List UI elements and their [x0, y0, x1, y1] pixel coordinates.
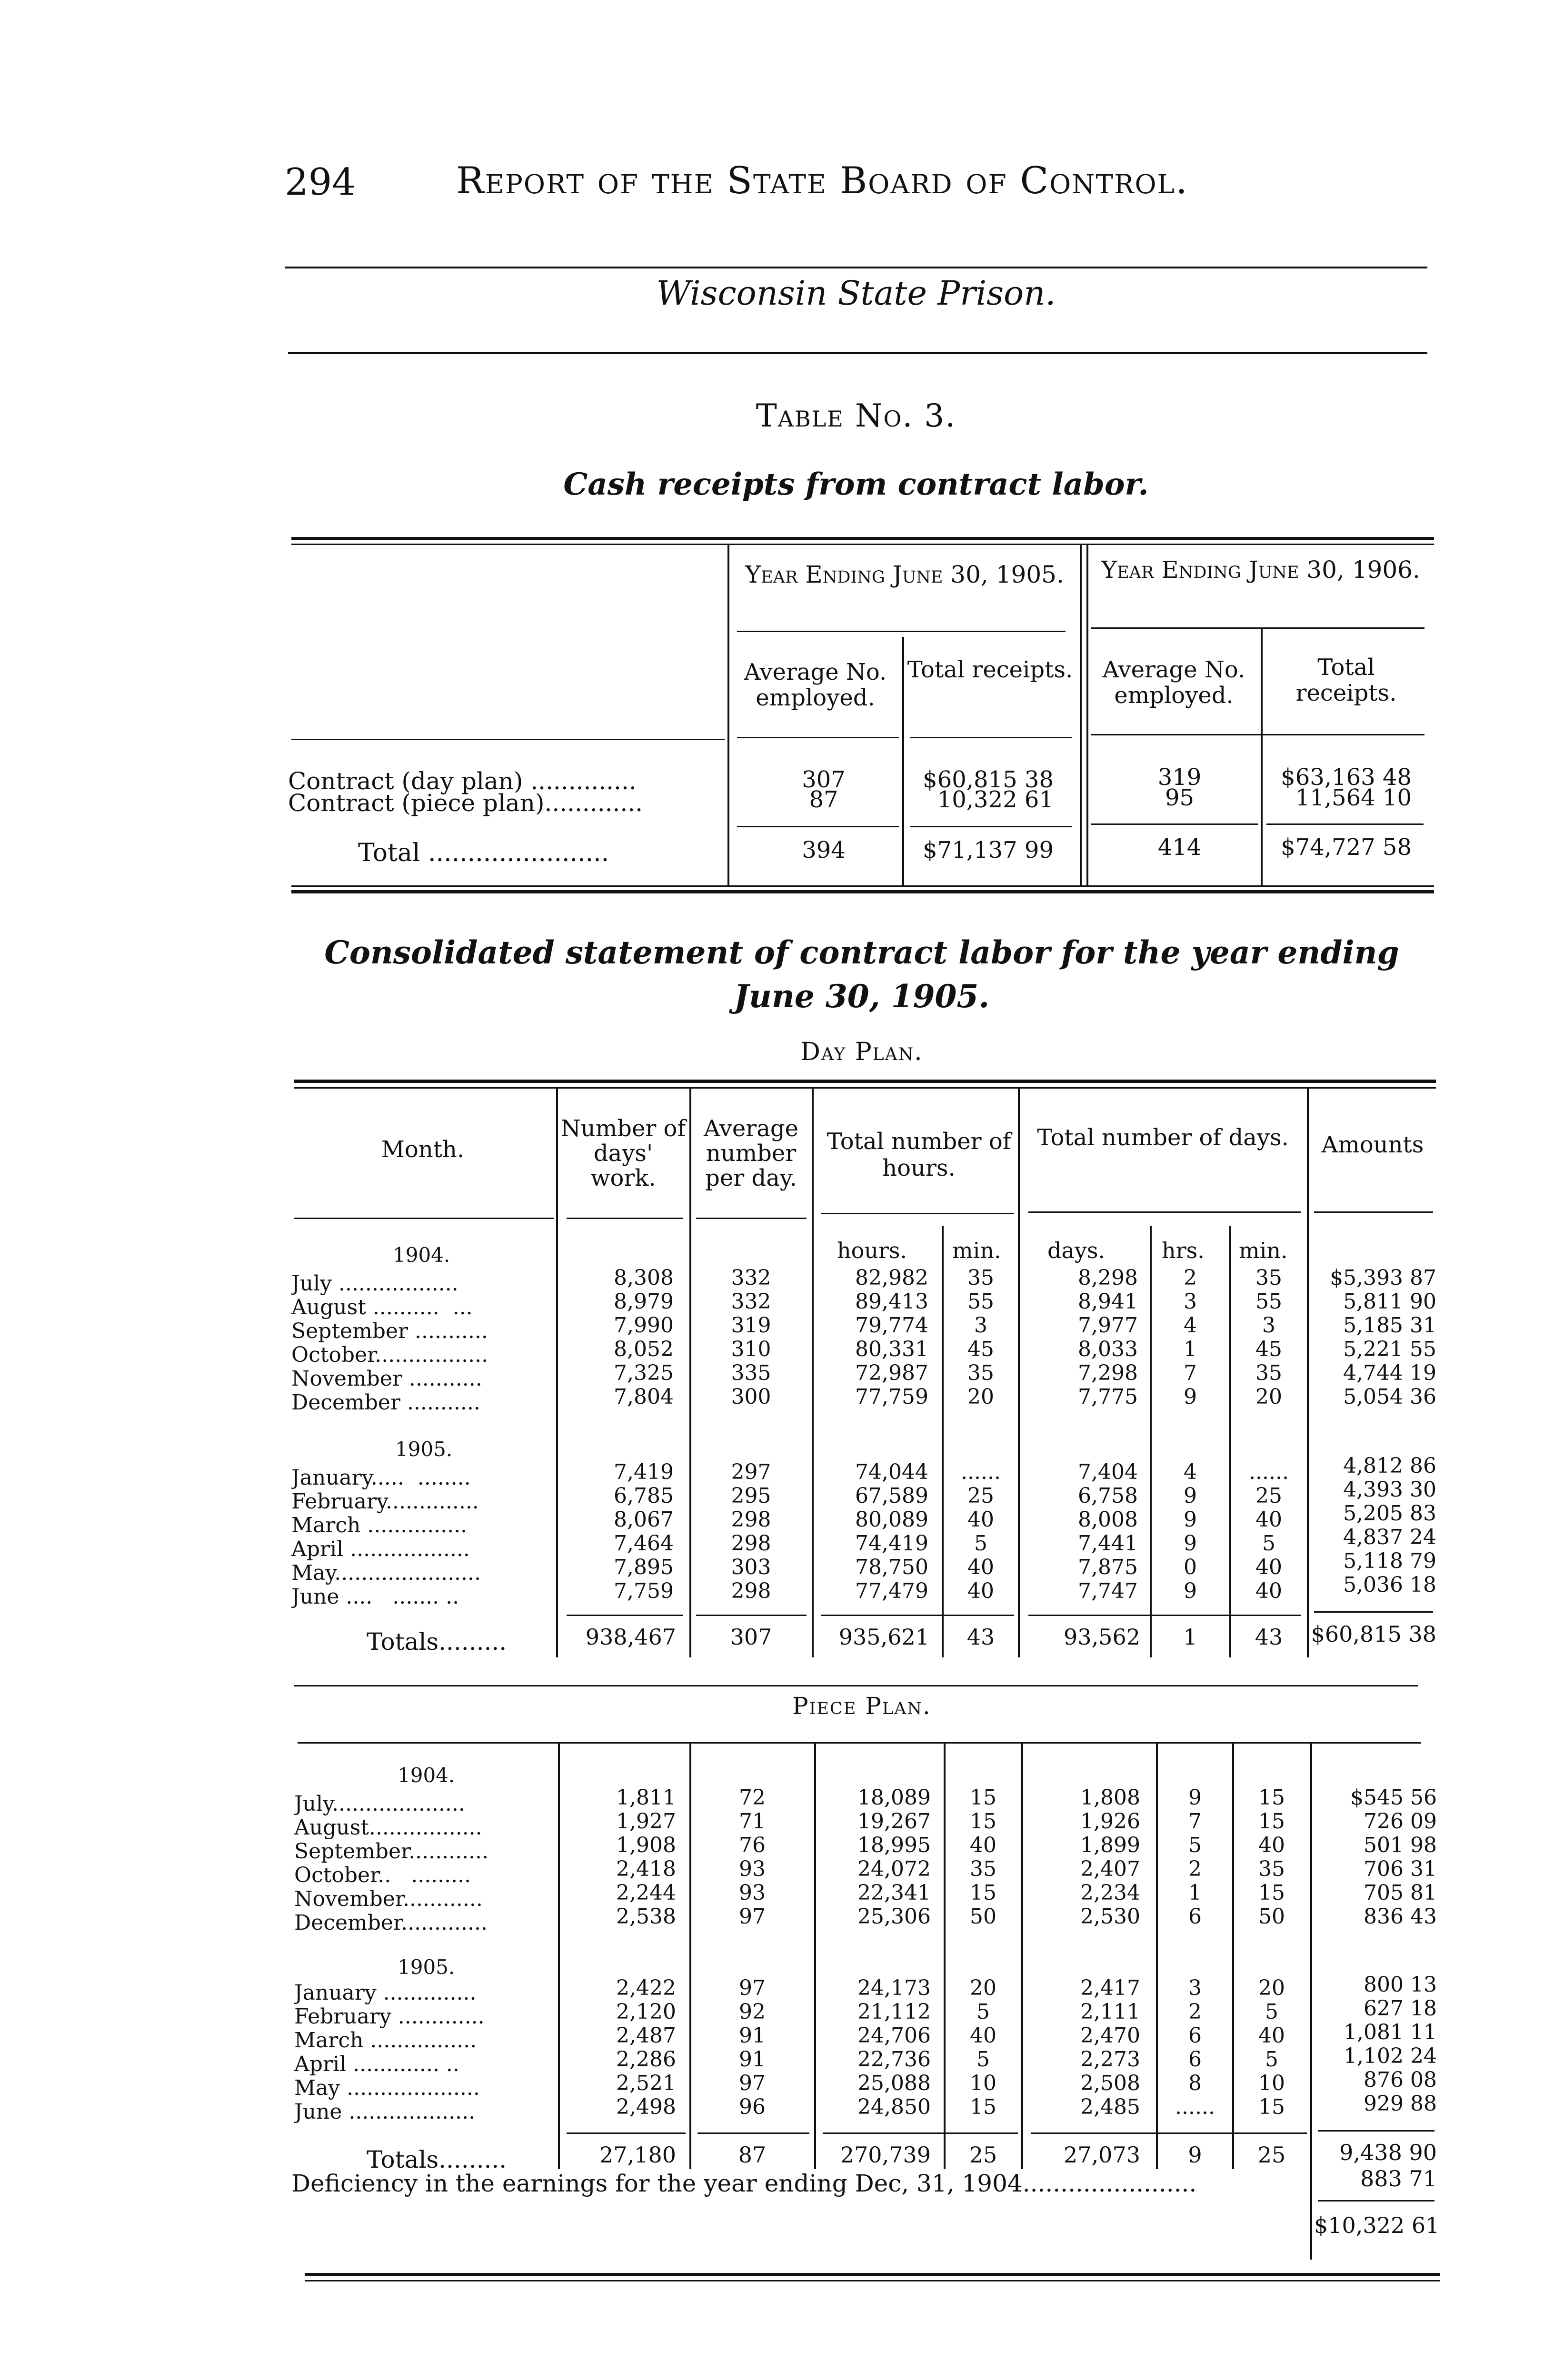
rule — [567, 1615, 683, 1616]
header-bottom-rule — [696, 1218, 807, 1219]
column-rule — [1310, 1743, 1312, 2260]
year-1904-label: 1904. — [393, 1243, 450, 1267]
piece-days-min-1905: 20 5 40 5 10 15 — [1258, 1976, 1285, 2119]
column-rule — [1018, 1089, 1020, 1657]
day-months-1905: January..... ........ February.............. March ............... April .................. May...................... June .... ....... .. — [291, 1466, 481, 1609]
column-rule — [1086, 545, 1088, 885]
column-rule — [814, 1743, 816, 2169]
table-top-rule — [294, 1087, 1436, 1089]
piece-days-min-1904: 15 15 40 35 15 50 — [1258, 1785, 1285, 1929]
day-totals-hours-min: 43 — [966, 1624, 995, 1650]
rule — [567, 2132, 686, 2134]
rule — [294, 1685, 1418, 1686]
row-label-day-plan: Contract (day plan) .............. — [288, 767, 637, 795]
piece-totals-avg: 87 — [738, 2142, 767, 2168]
table-subtitle: Cash receipts from contract labor. — [563, 466, 1149, 502]
day-months-1904: July .................. August .......... ... September ........... October................. November ........... December ........... — [291, 1272, 488, 1415]
piece-days-work-1904: 1,811 1,927 1,908 2,418 2,244 2,538 — [616, 1785, 676, 1929]
column-rule — [1021, 1743, 1023, 2169]
piece-amounts-1904: $545 56 726 09 501 98 706 31 705 81 836 43 — [1350, 1785, 1437, 1929]
column-rule — [689, 1743, 691, 2169]
rule — [1318, 2200, 1434, 2202]
rule — [823, 2132, 1018, 2134]
piece-months-1905: January .............. February ............. March ................ April ............. .. May .................... June ................... — [294, 1981, 485, 2124]
piece-days-1904: 1,808 1,926 1,899 2,407 2,234 2,530 — [1080, 1785, 1140, 1929]
day-totals-label: Totals......... — [367, 1628, 507, 1656]
day-totals-days-work: 938,467 — [585, 1624, 676, 1650]
header-avg-1906: Average No. employed. — [1102, 656, 1245, 709]
piece-hours-1905: 24,173 21,112 24,706 22,736 25,088 24,850 — [857, 1976, 931, 2119]
avg-1905-day: 307 — [802, 766, 846, 793]
piece-days-work-1905: 2,422 2,120 2,487 2,286 2,521 2,498 — [616, 1976, 676, 2119]
institution-title: Wisconsin State Prison. — [656, 274, 1056, 313]
subheader-min: min. — [952, 1238, 1001, 1263]
rule — [1031, 2132, 1307, 2134]
day-totals-days-min: 43 — [1255, 1624, 1283, 1650]
piece-year-1905-label: 1905. — [398, 1955, 455, 1979]
piece-totals-days-work: 27,180 — [599, 2142, 676, 2168]
header-bottom-rule — [294, 1218, 554, 1219]
header-receipts-1906: Total receipts. — [1295, 654, 1397, 706]
column-rule — [1307, 1089, 1309, 1657]
rule — [821, 1615, 1014, 1616]
avg-1905-piece: 87 — [809, 786, 838, 813]
day-days-work-1904: 8,308 8,979 7,990 8,052 7,325 7,804 — [614, 1266, 674, 1409]
piece-year-1904-label: 1904. — [398, 1764, 455, 1787]
header-avg-per-day: Average number per day. — [704, 1115, 798, 1191]
day-days-1904: 8,298 8,941 7,977 8,033 7,298 7,775 — [1078, 1266, 1138, 1409]
deficiency-amount: 883 71 — [1360, 2166, 1437, 2192]
header-days-work: Number of days' work. — [560, 1115, 686, 1191]
piece-hours-min-1905: 20 5 40 5 10 15 — [970, 1976, 996, 2119]
total-label: Total ....................... — [358, 839, 609, 867]
day-totals-avg: 307 — [730, 1624, 772, 1650]
table-bottom-rule — [305, 2273, 1440, 2276]
piece-totals-days-min: 25 — [1257, 2142, 1286, 2168]
day-days-hrs-1905: 4 9 9 9 0 9 — [1184, 1460, 1197, 1603]
subheader-min-days: min. — [1239, 1238, 1288, 1263]
rule — [696, 1615, 807, 1616]
table-bottom-rule — [291, 890, 1434, 893]
column-rule — [1229, 1226, 1231, 1657]
piece-avg-1904: 72 71 76 93 93 97 — [739, 1785, 766, 1929]
day-avg-1904: 332 332 319 310 335 300 — [731, 1266, 771, 1409]
deficiency-label: Deficiency in the earnings for the year ending Dec, 31, 1904....................... — [291, 2170, 1197, 2197]
receipts-1906-day: $63,163 48 — [1281, 764, 1412, 791]
running-title: Report of the State Board of Control. — [456, 159, 1188, 202]
column-rule — [689, 1089, 691, 1657]
piece-avg-1905: 97 92 91 91 97 96 — [739, 1976, 766, 2119]
column-rule — [942, 1226, 944, 1657]
avg-1906-day: 319 — [1157, 764, 1202, 791]
column-rule — [812, 1089, 814, 1657]
table-bottom-rule — [305, 2280, 1440, 2281]
column-rule — [944, 1743, 946, 2169]
header-amounts: Amounts — [1321, 1131, 1424, 1158]
day-hours-1905: 74,044 67,589 80,089 74,419 78,750 77,479 — [855, 1460, 928, 1603]
header-bottom-rule — [821, 1213, 1014, 1214]
day-days-min-1905: ...... 25 40 5 40 40 — [1249, 1460, 1289, 1603]
day-totals-days-hrs: 1 — [1183, 1624, 1197, 1650]
piece-months-1904: July.................... August................. September............ October.. ......... November............ December............. — [294, 1792, 489, 1935]
rule — [1318, 2130, 1434, 2132]
rule — [1091, 823, 1258, 825]
day-hours-min-1905: ...... 25 40 5 40 40 — [961, 1460, 1001, 1603]
piece-totals-days: 27,073 — [1064, 2142, 1140, 2168]
day-days-min-1904: 35 55 3 45 35 20 — [1255, 1266, 1282, 1409]
column-rule — [1150, 1226, 1152, 1657]
subheader-days: days. — [1047, 1238, 1106, 1263]
header-bottom-rule — [910, 737, 1072, 738]
header-total-days: Total number of days. — [1037, 1124, 1289, 1151]
piece-days-hrs-1905: 3 2 6 6 8 ...... — [1175, 1976, 1215, 2119]
day-days-work-1905: 7,419 6,785 8,067 7,464 7,895 7,759 — [614, 1460, 674, 1603]
receipts-1905-day: $60,815 38 — [923, 766, 1054, 793]
header-year-1905: Year Ending June 30, 1905. — [745, 561, 1064, 588]
grand-total: $10,322 61 — [1314, 2212, 1440, 2238]
header-bottom-rule — [291, 739, 725, 740]
piece-days-hrs-1904: 9 7 5 2 1 6 — [1188, 1785, 1202, 1929]
table-title: Table No. 3. — [756, 397, 956, 434]
page-number: 294 — [285, 161, 356, 204]
consolidated-title: Consolidated statement of contract labor for the year ending June 30, 1905. — [324, 934, 1399, 1015]
table-top-rule — [294, 1080, 1436, 1083]
header-bottom-rule — [737, 737, 899, 738]
day-totals-amount: $60,815 38 — [1311, 1621, 1436, 1647]
piece-totals-hours-min: 25 — [969, 2142, 997, 2168]
header-bottom-rule — [1028, 1211, 1301, 1213]
piece-hours-min-1904: 15 15 40 35 15 50 — [970, 1785, 996, 1929]
header-month: Month. — [381, 1136, 465, 1163]
year-1905-label: 1905. — [395, 1438, 453, 1461]
rule — [1266, 823, 1424, 825]
piece-totals-days-hrs: 9 — [1188, 2142, 1202, 2168]
column-rule — [727, 545, 729, 885]
rule — [737, 631, 1066, 632]
rule — [1028, 1615, 1301, 1616]
rule — [697, 2132, 809, 2134]
day-totals-days: 93,562 — [1064, 1624, 1140, 1650]
total-receipts-1905: $71,137 99 — [923, 837, 1054, 863]
rule — [737, 826, 899, 827]
day-amounts-1905: 4,812 86 4,393 30 5,205 83 4,837 24 5,118 79 5,036 18 — [1343, 1454, 1436, 1597]
subheader-hrs: hrs. — [1162, 1238, 1205, 1263]
rule — [1091, 627, 1424, 629]
piece-totals-amount: 9,438 90 — [1339, 2140, 1437, 2165]
header-avg-1905: Average No. employed. — [744, 659, 887, 711]
rule — [298, 1742, 1421, 1744]
table-bottom-rule — [291, 885, 1434, 887]
piece-plan-title: Piece Plan. — [792, 1692, 931, 1720]
header-total-hours: Total number of hours. — [827, 1128, 1011, 1181]
total-receipts-1906: $74,727 58 — [1281, 834, 1412, 861]
table-top-rule — [291, 537, 1434, 540]
rule — [285, 267, 1427, 268]
total-avg-1905: 394 — [802, 837, 846, 863]
total-avg-1906: 414 — [1157, 834, 1202, 861]
receipts-1905-piece: 10,322 61 — [937, 786, 1054, 813]
row-label-piece-plan: Contract (piece plan)............. — [288, 789, 643, 817]
rule — [910, 826, 1072, 827]
day-plan-title: Day Plan. — [800, 1038, 923, 1066]
day-days-1905: 7,404 6,758 8,008 7,441 7,875 7,747 — [1078, 1460, 1138, 1603]
header-bottom-rule — [1091, 734, 1424, 735]
day-hours-min-1904: 35 55 3 45 35 20 — [967, 1266, 994, 1409]
day-amounts-1904: $5,393 87 5,811 90 5,185 31 5,221 55 4,744 19 5,054 36 — [1330, 1266, 1436, 1409]
piece-totals-label: Totals......... — [367, 2146, 507, 2173]
day-hours-1904: 82,982 89,413 79,774 80,331 72,987 77,759 — [855, 1266, 928, 1409]
header-bottom-rule — [567, 1218, 683, 1219]
table-top-rule — [291, 544, 1434, 545]
header-year-1906: Year Ending June 30, 1906. — [1101, 556, 1420, 584]
receipts-1906-piece: 11,564 10 — [1295, 784, 1412, 811]
column-rule — [556, 1089, 558, 1657]
column-rule — [558, 1743, 560, 2169]
rule — [288, 352, 1427, 354]
day-days-hrs-1904: 2 3 4 1 7 9 — [1184, 1266, 1197, 1409]
piece-hours-1904: 18,089 19,267 18,995 24,072 22,341 25,306 — [857, 1785, 931, 1929]
column-rule — [1156, 1743, 1158, 2169]
header-receipts-1905: Total receipts. — [907, 656, 1073, 683]
day-avg-1905: 297 295 298 298 303 298 — [731, 1460, 771, 1603]
header-bottom-rule — [1314, 1211, 1433, 1213]
rule — [1314, 1611, 1433, 1613]
column-rule — [1232, 1743, 1234, 2169]
column-rule — [1080, 545, 1082, 885]
day-totals-hours: 935,621 — [838, 1624, 929, 1650]
avg-1906-piece: 95 — [1165, 784, 1195, 811]
subheader-hours: hours. — [837, 1238, 907, 1263]
piece-amounts-1905: 800 13 627 18 1,081 11 1,102 24 876 08 929 88 — [1344, 1973, 1437, 2116]
piece-days-1905: 2,417 2,111 2,470 2,273 2,508 2,485 — [1080, 1976, 1140, 2119]
piece-totals-hours: 270,739 — [840, 2142, 931, 2168]
